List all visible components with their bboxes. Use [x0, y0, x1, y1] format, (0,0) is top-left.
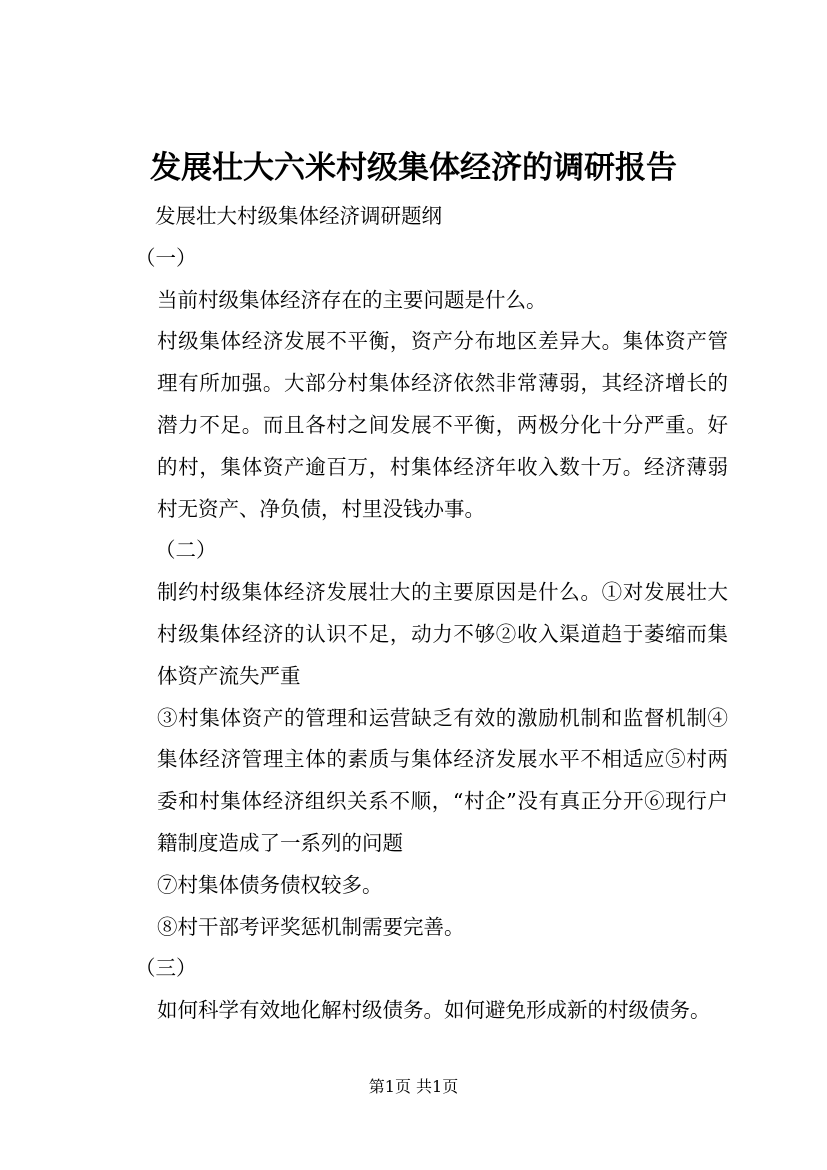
section-heading-2: （二）: [155, 538, 217, 563]
paragraph-question-1: 当前村级集体经济存在的主要问题是什么。: [157, 287, 547, 312]
page-footer: 第1页 共1页: [368, 1077, 459, 1096]
paragraph-cause-7: ⑦村集体债务债权较多。: [157, 872, 383, 897]
paragraph-cause-8: ⑧村干部考评奖惩机制需要完善。: [157, 914, 465, 939]
paragraph-question-3: 如何科学有效地化解村级债务。如何避免形成新的村级债务。: [157, 998, 711, 1023]
section-heading-1: （一）: [135, 245, 197, 270]
section-heading-3: （三）: [135, 956, 197, 981]
paragraph-causes-3-6: ③村集体资产的管理和运营缺乏有效的激励机制和监督机制④集体经济管理主体的素质与集体经济发展水平不相适应⑤村两委和村集体经济组织关系不顺，“村企”没有真正分开⑥现行户籍制度造成了一系列的问题: [157, 705, 728, 855]
paragraph-subtitle: 发展壮大村级集体经济调研题纲: [155, 204, 442, 228]
paragraph-answer-1: 村级集体经济发展不平衡，资产分布地区差异大。集体资产管理有所加强。大部分村集体经济依然非常薄弱，其经济增长的潜力不足。而且各村之间发展不平衡，两极分化十分严重。好的村，集体资产逾百万，村集体经济年收入数十万。经济薄弱村无资产、净负债，村里没钱办事。: [157, 329, 728, 521]
paragraph-question-2: 制约村级集体经济发展壮大的主要原因是什么。①对发展壮大村级集体经济的认识不足，动力不够②收入渠道趋于萎缩而集体资产流失严重: [157, 580, 728, 688]
document-title: 发展壮大六米村级集体经济的调研报告: [150, 150, 677, 186]
document-body: [113, 196, 728, 1032]
